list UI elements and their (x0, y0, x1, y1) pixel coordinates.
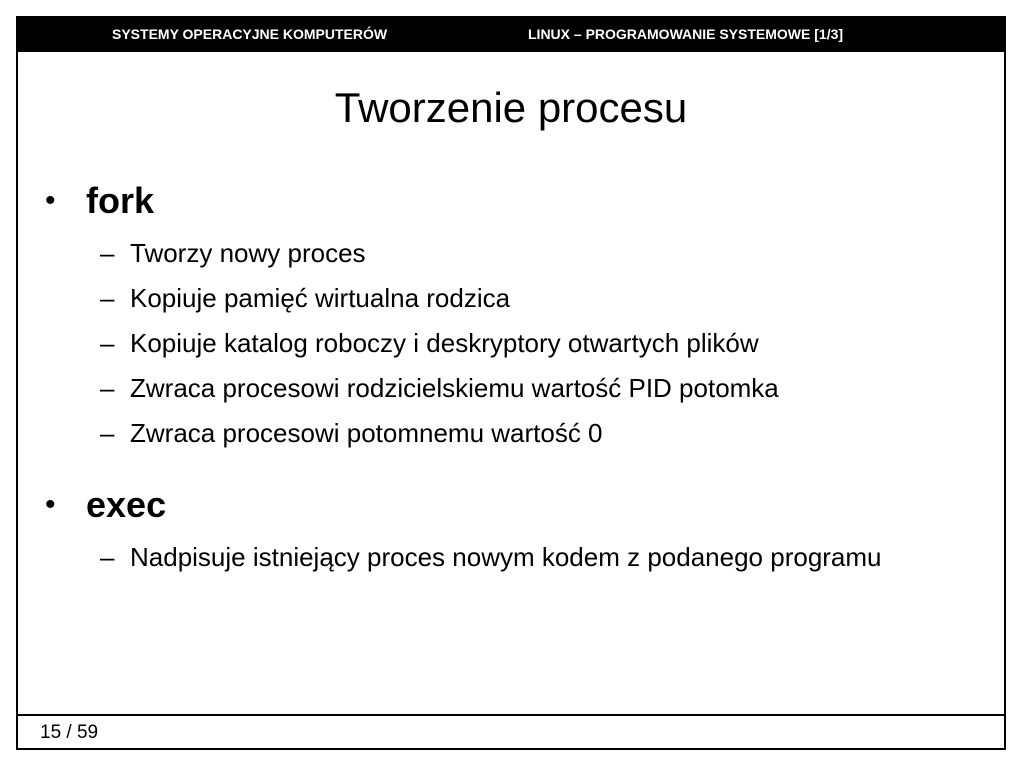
list-item-text: Kopiuje katalog roboczy i deskryptory otwartych plików (130, 328, 759, 358)
list-item-text: Tworzy nowy proces (130, 238, 366, 268)
footer-bar (18, 714, 1004, 748)
bullet-label: exec (86, 484, 167, 525)
bullet-label: fork (86, 180, 155, 221)
dash-marker: – (100, 328, 115, 358)
dash-marker: – (100, 373, 115, 403)
slide (16, 16, 1006, 750)
list-item-text: Zwraca procesowi rodzicielskiemu wartość PID potomka (130, 373, 779, 403)
course-title: SYSTEMY OPERACYJNE KOMPUTERÓW (112, 26, 388, 42)
list-item-text: Kopiuje pamięć wirtualna rodzica (130, 283, 511, 313)
page-number: 15 / 59 (40, 722, 99, 743)
dash-marker: – (100, 418, 115, 448)
bullet-marker: • (45, 488, 56, 521)
list-item-text: Zwraca procesowi potomnemu wartość 0 (130, 418, 603, 448)
dash-marker: – (100, 542, 115, 572)
header-bar (18, 18, 1004, 52)
list-item-text: Nadpisuje istniejący proces nowym kodem z podanego programu (130, 542, 882, 572)
dash-marker: – (100, 283, 115, 313)
bullet-marker: • (45, 184, 56, 217)
dash-marker: – (100, 238, 115, 268)
lecture-title: LINUX – PROGRAMOWANIE SYSTEMOWE [1/3] (528, 26, 844, 42)
slide-title: Tworzenie procesu (334, 84, 688, 131)
